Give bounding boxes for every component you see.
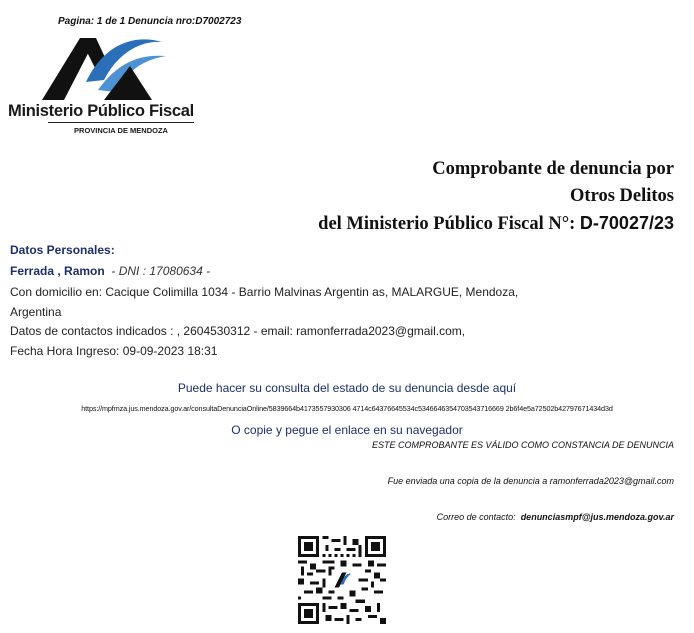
consulta-link[interactable]: https://mpfmza.jus.mendoza.gov.ar/consultaDenunciaOnline/5839664b4173557930306 4714c64376645534c5346646354703543716669 2b6f4e5a72502b42797671434d3d: [81, 404, 613, 413]
contacts-line: Datos de contactos indicados : , 2604530312 - email: ramonferrada2023@gmail.com,: [10, 324, 466, 338]
valid-notice: ESTE COMPROBANTE ES VÁLIDO COMO CONSTANCIA DE DENUNCIA: [371, 440, 674, 450]
page-header: Pagina: 1 de 1 Denuncia nro:D7002723: [58, 16, 242, 27]
qr-code-icon: [298, 536, 386, 624]
document-title: [318, 156, 674, 238]
contact-line: [437, 512, 674, 522]
person-name: Ferrada , Ramon: [10, 264, 105, 278]
logo-divider: [48, 122, 194, 123]
person-dni: - DNI : 17080634 -: [111, 264, 211, 278]
personal-data-heading: Datos Personales:: [10, 243, 115, 257]
copy-instructions: O copie y pegue el enlace en su navegador: [231, 423, 463, 437]
logo-subtitle: PROVINCIA DE MENDOZA: [74, 126, 168, 135]
contact-label: Correo de contacto:: [436, 512, 516, 522]
consulta-text: Puede hacer su consulta del estado de su denuncia desde aquí: [177, 381, 517, 395]
copy-sent-notice: Fue enviada una copia de la denuncia a ramonferrada2023@gmail.com: [387, 476, 674, 486]
title-line-3: [318, 210, 674, 238]
title-line-1: Comprobante de denuncia por: [432, 159, 674, 179]
logo-title: Ministerio Público Fiscal: [8, 102, 194, 120]
ingreso-line: Fecha Hora Ingreso: 09-09-2023 18:31: [10, 344, 218, 358]
title-line-2: Otros Delitos: [570, 186, 674, 206]
contact-email[interactable]: denunciasmpf@jus.mendoza.gov.ar: [520, 512, 674, 522]
person-line: [10, 264, 210, 278]
mpf-logo-icon: [34, 34, 174, 104]
denuncia-number: D-70027/23: [579, 213, 674, 233]
address-line-1: Con domicilio en: Cacique Colimilla 1034 - Barrio Malvinas Argentin as, MALARGUE, Mendoza,: [10, 285, 519, 299]
mpf-logo: [8, 34, 204, 142]
title-prefix: del Ministerio Público Fiscal N°:: [318, 214, 576, 234]
address-line-2: Argentina: [10, 305, 62, 319]
